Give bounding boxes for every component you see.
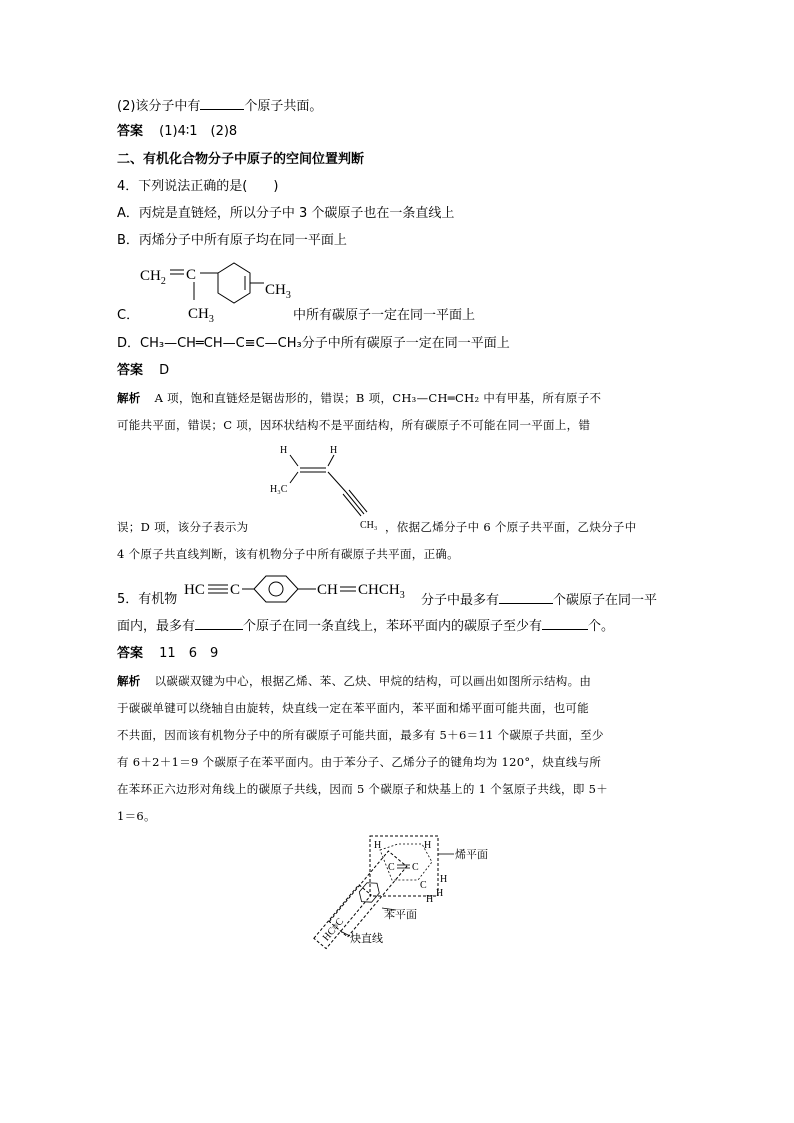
svg-text:H: H	[426, 894, 434, 905]
q3-answer-value: (1)4∶1 (2)8	[159, 124, 238, 139]
ch2-label: $CH_2$	[140, 268, 166, 287]
q4-option-c-text: 中所有碳原子一定在同一平面上	[293, 308, 476, 323]
q4-option-c-label: C．	[117, 308, 140, 323]
alkyne-line-label: 炔直线	[350, 933, 383, 945]
q3-answer-line	[117, 123, 237, 141]
q5-analysis-line5: 在苯环正六边形对角线上的碳原子共线，因而 5 个碳原子和炔基上的 1 个氢原子共线，即 5＋	[117, 782, 609, 796]
q4-stem: 4．下列说法正确的是( )	[117, 179, 279, 194]
q3-answer-label: 答案	[117, 124, 144, 139]
svg-text:C: C	[230, 582, 241, 598]
svg-text:HC≡C: HC≡C	[320, 916, 347, 944]
benzene-plane-label: 苯平面	[384, 909, 417, 921]
svg-text:C: C	[388, 862, 395, 873]
svg-text:CHCH3: $CHCH_3$	[358, 582, 405, 601]
q5-analysis-line4: 有 6＋2＋1＝9 个碳原子在苯平面内。由于苯分子、乙烯分子的键角均为 120°，炔直线与所	[117, 755, 602, 769]
q5-answer-line	[117, 645, 218, 663]
svg-text:H: H	[424, 840, 432, 851]
svg-text:CH₃: CH₃	[360, 520, 378, 531]
q5-stem-line1: 分子中最多有 个碳原子在同一平	[421, 593, 658, 608]
q5-answer-value: 11 6 9	[159, 646, 219, 661]
q5-analysis-label: 解析	[117, 674, 141, 688]
svg-text:H: H	[436, 888, 444, 899]
planes-figure	[308, 832, 488, 950]
svg-text:H: H	[330, 445, 338, 456]
q4-analysis-line2: 可能共平面，错误；C 项，因环状结构不是平面结构，所有碳原子不可能在同一平面上，错	[117, 418, 591, 432]
q5-blank-2[interactable]	[195, 617, 243, 630]
methyl-ring-label: $CH_3$	[265, 282, 291, 301]
q3-part2-line	[117, 97, 322, 116]
q5-formula	[182, 572, 420, 612]
q5-answer-label: 答案	[117, 646, 144, 661]
q4-analysis-line4: 4 个原子共直线判断，该有机物分子中所有碳原子共平面，正确。	[117, 547, 459, 561]
q3-part2-pre: (2)该分子中有	[117, 99, 201, 114]
q4-analysis-line3-pre: 误；D 项，该分子表示为	[117, 520, 249, 534]
q4-option-a: A．丙烷是直链烃，所以分子中 3 个碳原子也在一条直线上	[117, 206, 455, 221]
q3-answer-blank[interactable]	[200, 97, 244, 110]
svg-text:H: H	[374, 840, 382, 851]
q5-stem-line2: 面内，最多有 个原子在同一条直线上，苯环平面内的碳原子至少有 个。	[117, 619, 615, 634]
svg-text:H₃C: H₃C	[270, 484, 288, 495]
option-c-structure	[138, 258, 298, 324]
q5-blank-1[interactable]	[499, 591, 553, 604]
svg-text:H: H	[440, 874, 448, 885]
alkene-plane-label: 烯平面	[455, 849, 488, 861]
q4-answer-line	[117, 362, 169, 380]
q4-analysis-line3-post: ，依据乙烯分子中 6 个原子共平面，乙炔分子中	[385, 520, 637, 534]
q4-analysis-label: 解析	[117, 391, 141, 405]
q5-analysis-line2: 于碳碳单键可以绕轴自由旋转，炔直线一定在苯平面内，苯平面和烯平面可能共面，也可能	[117, 701, 589, 715]
q4-option-d: D．CH₃—CH═CH—C≡C—CH₃分子中所有碳原子一定在同一平面上	[117, 336, 510, 351]
q4-analysis-line1: 解析 A 项，饱和直链烃是锯齿形的，错误；B 项，CH₃—CH═CH₂ 中有甲基，所有原子不	[117, 391, 602, 405]
q5-analysis-line6: 1＝6。	[117, 809, 156, 823]
svg-text:C: C	[412, 862, 419, 873]
q4-option-b: B．丙烯分子中所有原子均在同一平面上	[117, 233, 347, 248]
q4-answer-value: D	[159, 363, 170, 378]
svg-text:H: H	[280, 445, 288, 456]
q4-answer-label: 答案	[117, 363, 144, 378]
q5-blank-3[interactable]	[542, 617, 588, 630]
svg-text:C: C	[420, 880, 427, 891]
q5-analysis-line3: 不共面，因而该有机物分子中的所有碳原子可能共面，最多有 5＋6＝11 个碳原子共面，至少	[117, 728, 604, 742]
svg-text:CH: CH	[317, 582, 338, 598]
analysis-structure	[268, 442, 388, 534]
svg-text:HC: HC	[184, 582, 205, 598]
q5-stem-pre: 5．有机物	[117, 592, 178, 607]
section2-title: 二、有机化合物分子中原子的空间位置判断	[117, 152, 365, 167]
c-label: C	[186, 267, 197, 283]
methyl-bottom-label: $CH_3$	[188, 306, 214, 324]
q5-analysis-line1: 解析 以碳碳双键为中心，根据乙烯、苯、乙炔、甲烷的结构，可以画出如图所示结构。由	[117, 674, 592, 688]
q3-part2-post: 个原子共面。	[244, 99, 323, 114]
